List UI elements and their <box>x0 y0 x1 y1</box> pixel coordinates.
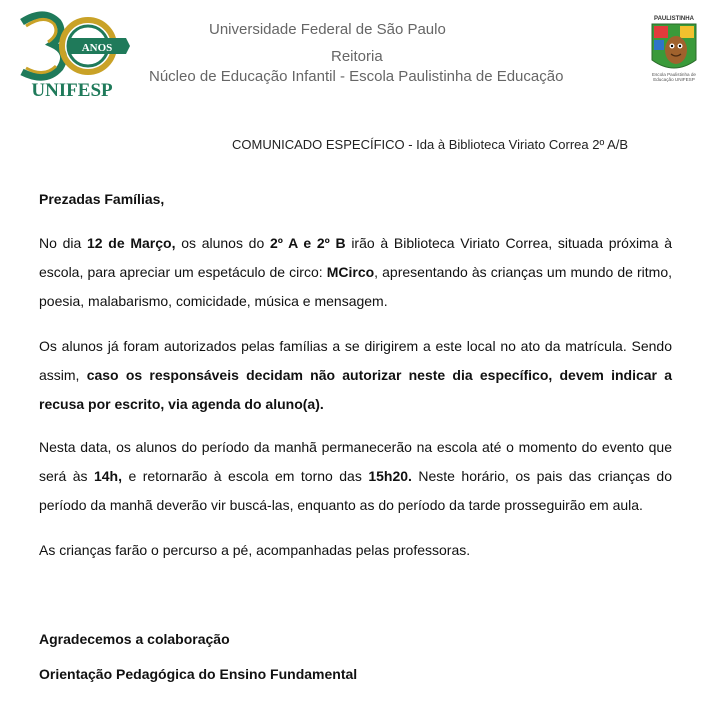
classes-bold: 2º A e 2º B <box>269 235 346 251</box>
paragraph-authorization <box>39 332 672 419</box>
text-run: Os alunos já foram autorizados pelas famílias a se dirigirem a este local no ato da matrícula. Sendo assim, <box>39 338 672 383</box>
text-run: , apresentando às crianças um mundo de ritmo, poesia, malabarismo, comicidade, música e mensagem. <box>39 264 672 309</box>
closing-thanks: Agradecemos a colaboração <box>39 631 230 647</box>
event-time-bold: 14h, <box>93 468 122 484</box>
logo-unifesp-text: UNIFESP <box>31 80 113 101</box>
text-run: Nesta data, os alunos do período da manhã permanecerão na escola até o momento do evento que será às <box>39 439 672 484</box>
logo-paulistinha-caption: Escola Paulistinha de Educação UNIFESP <box>652 72 696 82</box>
paragraph-event <box>39 229 672 316</box>
header-department: Reitoria <box>331 48 383 65</box>
date-bold: 12 de Março, <box>87 235 176 251</box>
document-subject: COMUNICADO ESPECÍFICO - Ida à Biblioteca Viriato Correa 2º A/B <box>232 137 629 152</box>
return-time-bold: 15h20. <box>368 468 412 484</box>
paulistinha-logo <box>646 14 702 96</box>
logo-paulistinha-label: PAULISTINHA <box>654 16 694 22</box>
text-run: e retornarão à escola em torno das <box>121 468 369 484</box>
header-unit: Núcleo de Educação Infantil - Escola Paulistinha de Educação <box>149 68 564 85</box>
paragraph-schedule <box>39 433 672 520</box>
greeting: Prezadas Famílias, <box>39 191 165 207</box>
logo-anos-text: ANOS <box>81 42 113 54</box>
text-run: No dia <box>39 235 88 251</box>
text-run: Neste horário, os pais das crianças do período da manhã deverão vir buscá-las, enquanto as do período da tarde prosseguirão em aula. <box>39 468 673 513</box>
unifesp-30-anos-logo <box>14 8 130 102</box>
text-run: os alunos do <box>175 235 270 251</box>
refusal-instruction-bold: caso os responsáveis decidam não autorizar neste dia específico, devem indicar a recusa por escrito, via agenda do aluno(a). <box>39 367 672 412</box>
paragraph-walk: As crianças farão o percurso a pé, acompanhadas pelas professoras. <box>39 542 471 558</box>
text-run: irão à Biblioteca Viriato Correa, situada próxima à escola, para apreciar um espetáculo de circo: <box>39 235 673 280</box>
header-university: Universidade Federal de São Paulo <box>209 21 446 38</box>
show-name-bold: MCirco <box>326 264 375 280</box>
closing-signature: Orientação Pedagógica do Ensino Fundamental <box>39 666 358 682</box>
